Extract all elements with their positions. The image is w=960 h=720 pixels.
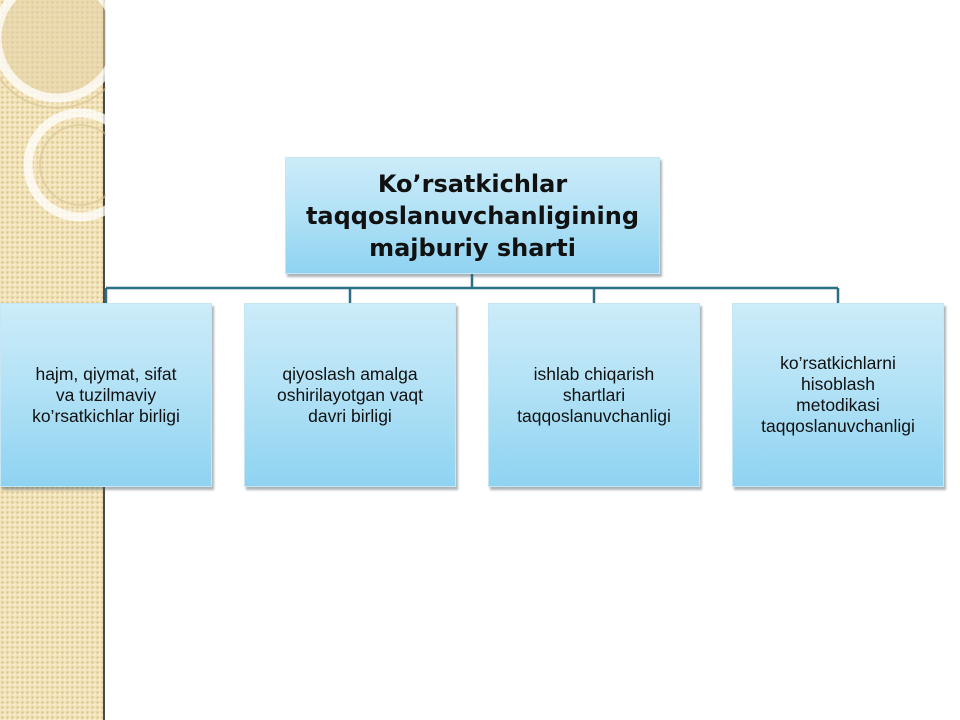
child-node-unit-consistency (0, 303, 212, 487)
root-line: taqqoslanuvchanligining (305, 201, 640, 230)
child-node-production-conditions (488, 303, 700, 487)
root-line: majburiy sharti (369, 233, 576, 262)
child-node-methodology (732, 303, 944, 487)
root-node-text (306, 168, 639, 264)
child-line: shartlari (562, 384, 626, 405)
child-node-time-period (244, 303, 456, 487)
root-line: Ko’rsatkichlar (377, 169, 568, 198)
child-line: metodikasi (796, 395, 880, 415)
child-line: ishlab chiqarish (533, 363, 655, 384)
child-node-text (32, 364, 180, 427)
child-line: taqqoslanuvchanligi (517, 405, 671, 426)
root-node (285, 157, 660, 274)
child-line: hisoblash (801, 374, 875, 394)
child-line: ko’rsatkichlar birligi (32, 405, 180, 426)
child-line: ko’rsatkichlarni (780, 353, 896, 373)
child-node-text (761, 353, 915, 437)
child-line: qiyoslash amalga (282, 363, 418, 384)
child-line: va tuzilmaviy (55, 384, 157, 405)
child-line: hajm, qiymat, sifat (35, 363, 177, 384)
child-node-text (517, 364, 671, 427)
child-line: oshirilayotgan vaqt (277, 384, 423, 405)
child-node-text (277, 364, 423, 427)
child-line: taqqoslanuvchanligi (761, 416, 915, 436)
child-line: davri birligi (308, 405, 392, 426)
